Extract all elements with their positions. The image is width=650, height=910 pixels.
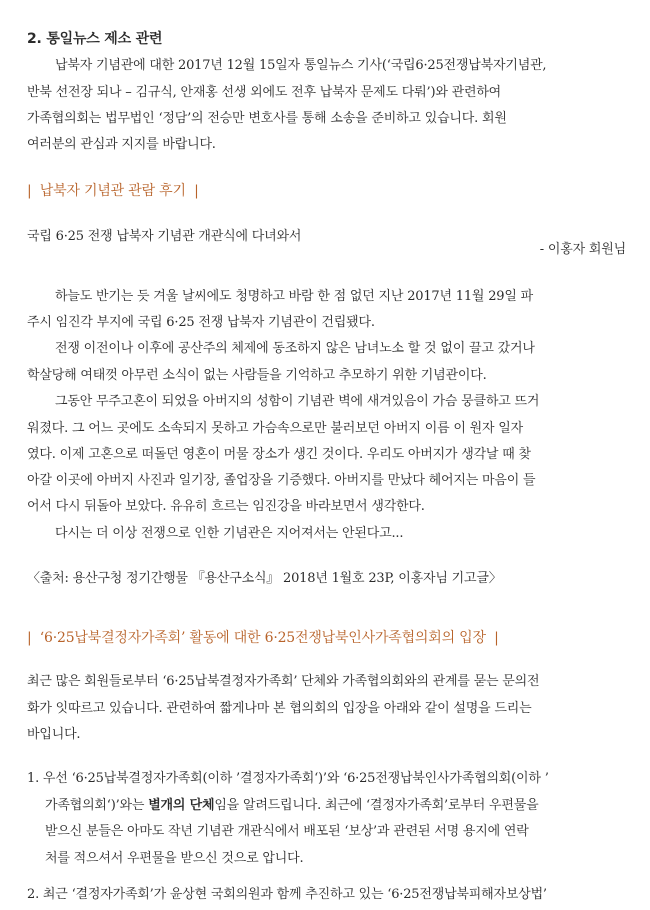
emphasis-text: 별개의 단체 [148,798,215,813]
paragraph-line: 반북 선전장 되나 – 김규식, 안재홍 선생 외에도 전후 납북자 문제도 다뤄’)와 관련하여 [27,85,502,100]
paragraph-line: 납북자 기념관에 대한 2017년 12월 15일자 통일뉴스 기사(‘국립6·25전쟁납북자기념관, [55,58,547,73]
paragraph-line: 주시 임진각 부지에 국립 6·25 전쟁 납북자 기념관이 건립됐다. [27,315,375,330]
review-subtitle: 국립 6·25 전쟁 납북자 기념관 개관식에 다녀와서 [27,229,302,244]
title-bar-left: | [27,183,32,199]
text-run: 가족협의회‘)’와는 [45,798,149,813]
paragraph-line: 최근 많은 회원들로부터 ‘6·25납북결정자가족회’ 단체와 가족협의회와의 관계를 묻는 문의전 [27,674,540,689]
paragraph-line: 였다. 이제 고혼으로 떠돌던 영혼이 머물 장소가 생긴 것이다. 우리도 아버지가 생각날 때 찾 [27,447,531,462]
paragraph-line: 학살당해 여태껏 아무런 소식이 없는 사람들을 기억하고 추모하기 위한 기념관이다. [27,368,487,383]
paragraph-line: 그동안 무주고혼이 되었을 아버지의 성함이 기념관 벽에 새겨있음이 가슴 뭉클하고 뜨거 [55,394,540,409]
section-title-position [27,627,499,647]
paragraph-line: 워졌다. 그 어느 곳에도 소속되지 못하고 가슴속으로만 불러보던 아버지 이름 이 원자 일자 [27,421,524,436]
paragraph-line: 전쟁 이전이나 이후에 공산주의 체제에 동조하지 않은 남녀노소 할 것 없이 끌고 갔거나 [55,341,535,356]
review-author: - 이홍자 회원님 [539,242,626,257]
paragraph-line: 하늘도 반기는 듯 겨울 날씨에도 청명하고 바람 한 점 없던 지난 2017년 11월 29일 파 [55,289,534,304]
section-title-text: 납북자 기념관 관람 후기 [39,183,186,199]
section-heading: 2. 통일뉴스 제소 관련 [27,31,163,47]
text-run: 임을 알려드립니다. 최근에 ‘결정자가족회’로부터 우편물을 [214,798,539,813]
list-item-1-line: 받으신 분들은 아마도 작년 기념관 개관식에서 배포된 ‘보상’과 관련된 서명 용지에 연락 [45,824,529,839]
paragraph-line: 아갈 이곳에 아버지 사진과 일기장, 졸업장을 기증했다. 아버지를 만났다 헤어지는 마음이 들 [27,473,536,488]
list-item-1-line: 처를 적으셔서 우편물을 받으신 것으로 압니다. [45,851,304,866]
paragraph-line: 여러분의 관심과 지지를 바랍니다. [27,137,216,152]
title-bar-right: | [194,183,199,199]
paragraph-line: 가족협의회는 법무법인 ‘정담’의 전승만 변호사를 통해 소송을 준비하고 있습니다. 회원 [27,111,507,126]
section-title-text: ‘6·25납북결정자가족회’ 활동에 대한 6·25전쟁납북인사가족협의회의 입장 [39,630,486,646]
paragraph-line: 어서 다시 뒤돌아 보았다. 유유히 흐르는 임진강을 바라보면서 생각한다. [27,499,425,514]
source-citation: 〈출처: 용산구청 정기간행물 『용산구소식』 2018년 1월호 23P, 이홍자님 기고글〉 [27,571,502,586]
paragraph-line: 다시는 더 이상 전쟁으로 인한 기념관은 지어져서는 안된다고... [55,526,404,541]
title-bar-left: | [27,630,32,646]
list-item-1-line: 1. 우선 ‘6·25납북결정자가족회(이하 ’결정자가족회‘)’와 ‘6·25전쟁납북인사가족협의회(이하 ’ [27,771,549,786]
title-bar-right: | [494,630,499,646]
list-item-1-line [45,797,538,815]
list-item-2-line: 2. 최근 ‘결정자가족회’가 윤상현 국회의원과 함께 추진하고 있는 ‘6·25전쟁납북피해자보상법’ [27,887,547,902]
paragraph-line: 바입니다. [27,727,81,742]
paragraph-line: 화가 잇따르고 있습니다. 관련하여 짧게나마 본 협의회의 입장을 아래와 같이 설명을 드리는 [27,701,532,716]
section-title-review [27,180,199,200]
